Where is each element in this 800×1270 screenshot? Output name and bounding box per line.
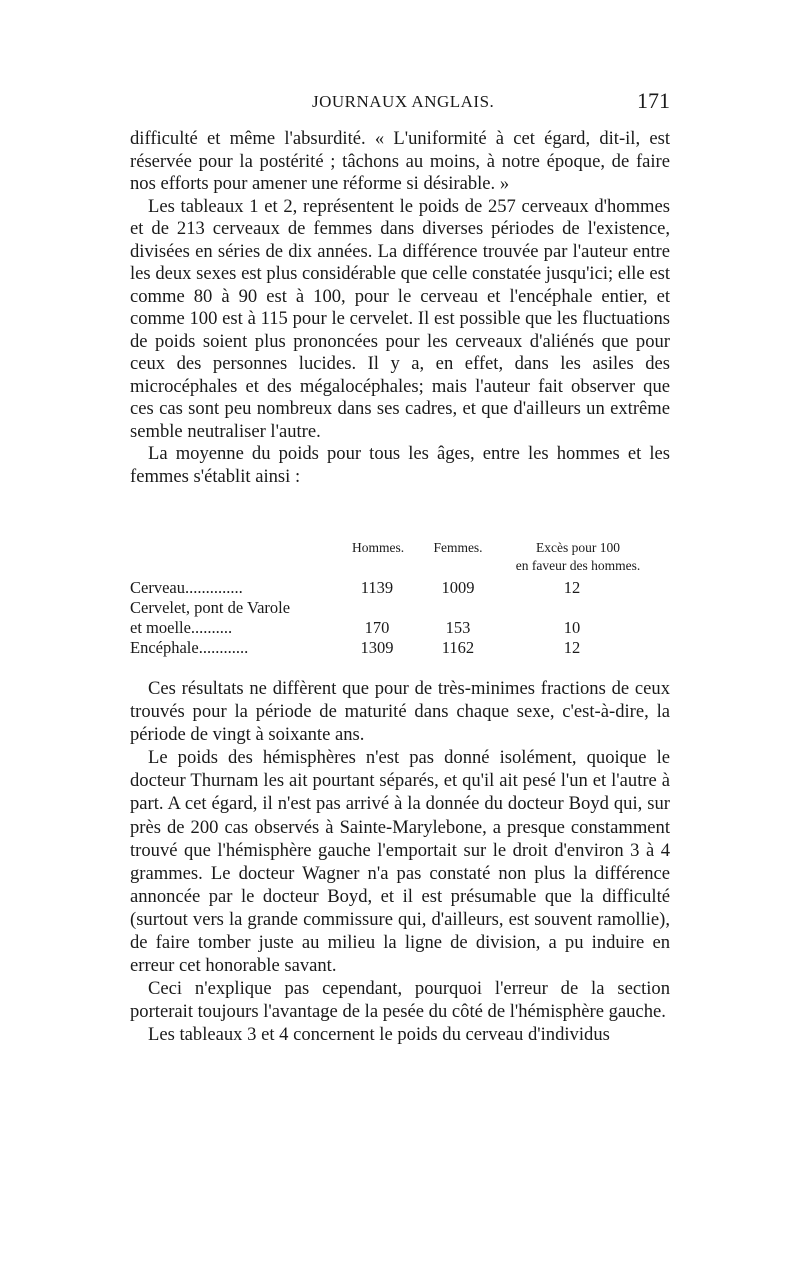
paragraph: difficulté et même l'absurdité. « L'uniformité à cet égard, dit-il, est réservée pour la postérité ; tâchons au moins, à notre époque, de faire nos efforts pour amener une réforme si désirable. »: [130, 128, 670, 194]
row-label: Cerveau..............: [130, 578, 243, 597]
weight-table: [130, 540, 670, 658]
row-label: Encéphale............: [130, 638, 249, 657]
row-label: et moelle..........: [130, 618, 233, 637]
paragraph: Ceci n'explique pas cependant, pourquoi l'erreur de la section porterait toujours l'avantage de la pesée du côté de l'hémisphère gauche.: [130, 978, 670, 1023]
body-text-bottom: [130, 677, 670, 1047]
cell-femmes: 1009: [441, 578, 475, 597]
page-header: [130, 88, 670, 118]
cell-hommes: 1139: [360, 578, 394, 597]
col-header-femmes: Femmes.: [433, 540, 483, 555]
running-head: JOURNAUX ANGLAIS.: [312, 92, 495, 111]
cell-hommes: 1309: [360, 638, 394, 657]
body-text-top: [130, 128, 670, 488]
cell-femmes: 153: [445, 618, 471, 637]
row-label: Cervelet, pont de Varole: [130, 598, 291, 617]
paragraph: Les tableaux 3 et 4 concernent le poids du cerveau d'individus: [148, 1024, 610, 1046]
paragraph: Les tableaux 1 et 2, représentent le poids de 257 cerveaux d'hommes et de 213 cerveaux de femmes dans diverses périodes de l'existence, divisées en séries de dix années. La différence trouvée par l'auteur entre les deux sexes est plus considérable que celle constatée jusqu'ici; elle est comme 80 à 90 est à 100, pour le cerveau et l'encéphale entier, et comme 100 est à 115 pour le cervelet. Il est possible que les fluctuations de poids soient plus prononcées pour les cerveaux d'aliénés que pour ceux des personnes lucides. Il y a, en effet, dans les asiles des microcéphales et des mégalocéphales; mais l'auteur fait observer que ces cas sont peu nombreux dans ses cadres, et que d'ailleurs un extrême semble neutraliser l'autre.: [130, 195, 670, 442]
paragraph: Le poids des hémisphères n'est pas donné isolément, quoique le docteur Thurnam les ait pourtant séparés, et qu'il ait pesé l'un et l'autre à part. A cet égard, il n'est pas arrivé à la donnée du docteur Boyd qui, sur près de 200 cas observés à Sainte-Marylebone, a presque constamment trouvé que l'hémisphère gauche l'emportait sur le droit d'environ 3 à 4 grammes. Le docteur Wagner n'a pas constaté non plus la différence annoncée par le docteur Boyd, et il est présumable que la difficulté (surtout vers la grande commissure qui, d'ailleurs, est souvent ramollie), de faire tomber juste au milieu la ligne de division, a pu induire en erreur cet honorable savant.: [130, 747, 670, 977]
table-row: [130, 578, 670, 598]
col-header-exces-line2: en faveur des hommes.: [515, 558, 641, 573]
paragraph: Ces résultats ne diffèrent que pour de très-minimes fractions de ceux trouvés pour la période de maturité dans chaque sexe, c'est-à-dire, la période de vingt à soixante ans.: [130, 678, 670, 746]
cell-exces: 12: [563, 638, 581, 657]
cell-exces: 10: [563, 618, 581, 637]
table-row: [130, 598, 670, 618]
table-row: [130, 618, 670, 638]
table-header: [130, 540, 670, 578]
paragraph: La moyenne du poids pour tous les âges, entre les hommes et les femmes s'établit ainsi :: [130, 443, 670, 487]
cell-exces: 12: [563, 578, 581, 597]
col-header-hommes: Hommes.: [352, 540, 405, 555]
cell-femmes: 1162: [441, 638, 475, 657]
page-number: 171: [637, 88, 670, 113]
table-row: [130, 638, 670, 658]
cell-hommes: 170: [364, 618, 390, 637]
col-header-exces-line1: Excès pour 100: [536, 540, 620, 555]
